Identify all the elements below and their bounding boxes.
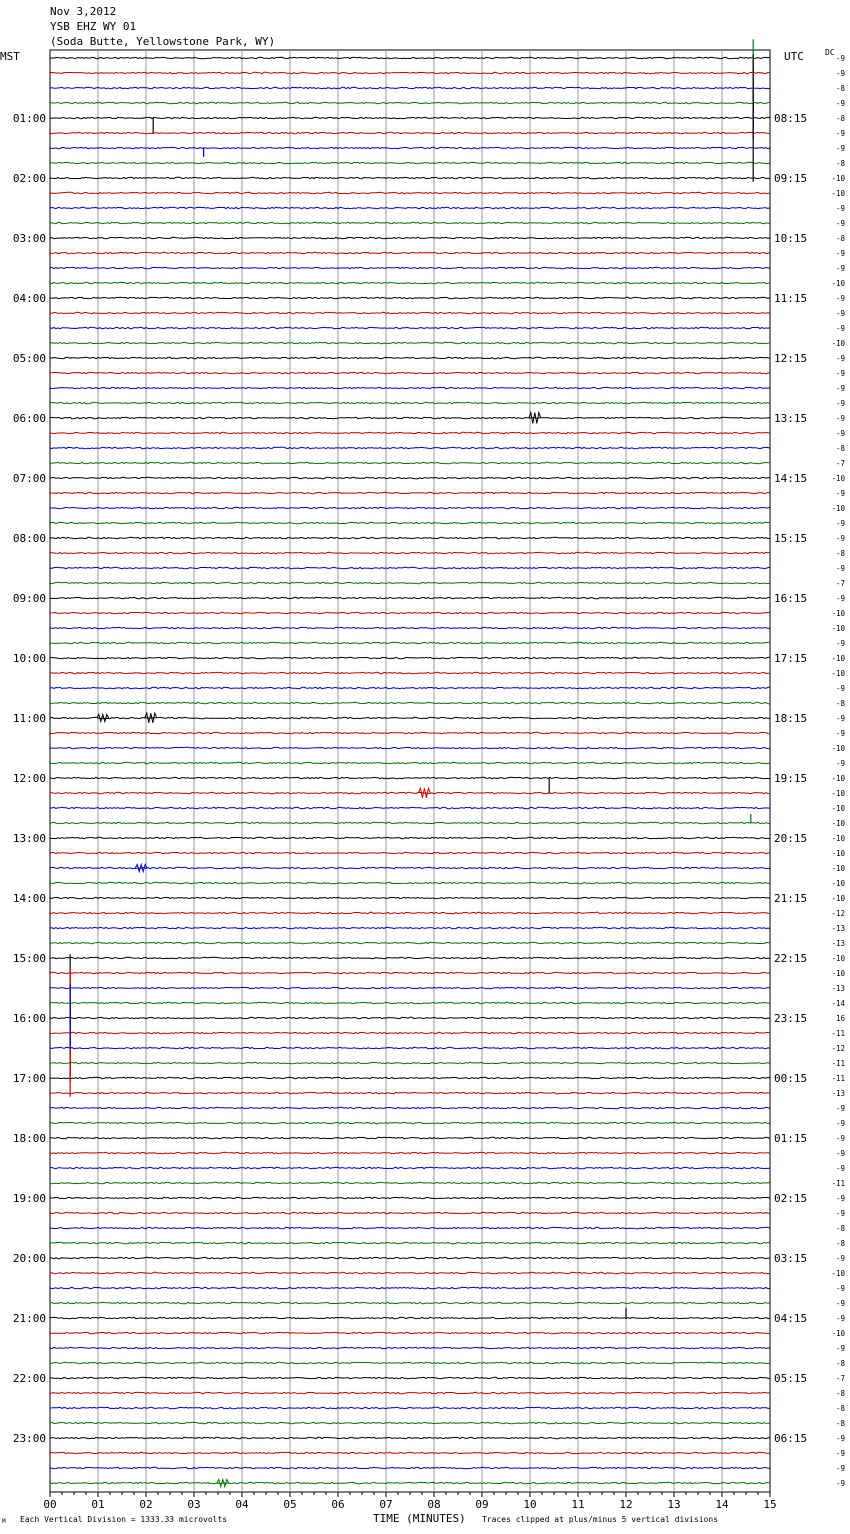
trace-line <box>50 582 770 583</box>
hour-label-left: 18:00 <box>12 1132 46 1145</box>
dc-offset-label: -10 <box>831 669 845 678</box>
dc-offset-label: -10 <box>831 819 845 828</box>
dc-offset-label: -9 <box>835 99 845 108</box>
hour-label-right: 06:15 <box>774 1432 808 1445</box>
trace-line <box>50 237 770 238</box>
x-tick-label: 01 <box>91 1498 105 1511</box>
dc-offset-label: -9 <box>835 639 845 648</box>
x-tick-label: 13 <box>667 1498 681 1511</box>
dc-offset-label: -10 <box>831 804 845 813</box>
dc-offset-label: -9 <box>835 144 845 153</box>
left-timezone-label: MST <box>0 50 20 63</box>
hour-label-left: 20:00 <box>12 1252 46 1265</box>
x-tick-label: 10 <box>523 1498 537 1511</box>
trace-line <box>50 57 770 58</box>
dc-offset-label: -9 <box>835 684 845 693</box>
trace-line <box>50 1227 770 1228</box>
hour-label-right: 15:15 <box>774 532 808 545</box>
dc-offset-label: -9 <box>835 414 845 423</box>
trace-line <box>50 1377 770 1378</box>
hour-label-left: 01:00 <box>12 112 46 125</box>
trace-line <box>50 417 770 418</box>
trace-line <box>50 102 770 103</box>
trace-line <box>50 762 770 763</box>
hour-label-left: 17:00 <box>12 1072 46 1085</box>
dc-offset-label: -12 <box>831 1044 845 1053</box>
corner-mark: M <box>2 1518 6 1525</box>
trace-line <box>50 117 770 118</box>
dc-offset-label: -8 <box>835 114 845 123</box>
x-tick-label: 02 <box>139 1498 153 1511</box>
trace-line <box>50 567 770 568</box>
x-axis-title: TIME (MINUTES) <box>373 1512 466 1525</box>
dc-offset-label: -11 <box>831 1059 845 1068</box>
dc-offset-label: -8 <box>835 444 845 453</box>
dc-offset-label: -9 <box>835 1164 845 1173</box>
hour-label-left: 19:00 <box>12 1192 46 1205</box>
trace-line <box>50 507 770 508</box>
x-tick-label: 11 <box>571 1498 585 1511</box>
trace-line <box>50 687 770 688</box>
dc-offset-label: -9 <box>835 714 845 723</box>
trace-line <box>50 657 770 658</box>
dc-offset-label: -10 <box>831 189 845 198</box>
hour-label-left: 07:00 <box>12 472 46 485</box>
dc-offset-label: -13 <box>831 984 845 993</box>
trace-line <box>50 1017 770 1018</box>
trace-line <box>50 1422 770 1423</box>
hour-label-left: 11:00 <box>12 712 46 725</box>
hour-label-right: 23:15 <box>774 1012 808 1025</box>
hour-label-right: 22:15 <box>774 952 808 965</box>
dc-offset-label: -9 <box>835 1344 845 1353</box>
trace-line <box>50 1407 770 1408</box>
dc-offset-label: -9 <box>835 1464 845 1473</box>
x-tick-label: 14 <box>715 1498 729 1511</box>
dc-offset-label: -10 <box>831 504 845 513</box>
dc-offset-label: -9 <box>835 534 845 543</box>
dc-offset-label: -9 <box>835 264 845 273</box>
dc-offset-label: -9 <box>835 369 845 378</box>
trace-line <box>50 312 770 313</box>
trace-line <box>50 1437 770 1438</box>
trace-line <box>50 867 770 868</box>
trace-line <box>50 642 770 643</box>
right-timezone-label: UTC <box>784 50 804 63</box>
trace-line <box>50 1137 770 1138</box>
trace-line <box>50 957 770 958</box>
dc-offset-label: -9 <box>835 249 845 258</box>
hour-label-left: 10:00 <box>12 652 46 665</box>
hour-label-left: 02:00 <box>12 172 46 185</box>
dc-offset-label: -10 <box>831 864 845 873</box>
dc-offset-label: -10 <box>831 789 845 798</box>
dc-offset-label: -9 <box>835 204 845 213</box>
dc-offset-label: -13 <box>831 924 845 933</box>
dc-offset-label: 16 <box>835 1014 845 1023</box>
dc-offset-label: -10 <box>831 609 845 618</box>
dc-offset-label: -10 <box>831 1329 845 1338</box>
trace-line <box>50 552 770 553</box>
dc-offset-label: -9 <box>835 1479 845 1488</box>
trace-line <box>50 492 770 493</box>
hour-label-right: 03:15 <box>774 1252 808 1265</box>
dc-offset-label: -11 <box>831 1029 845 1038</box>
trace-line <box>50 1317 770 1318</box>
trace-line <box>50 837 770 838</box>
dc-offset-label: -9 <box>835 219 845 228</box>
trace-line <box>50 942 770 943</box>
hour-label-left: 12:00 <box>12 772 46 785</box>
trace-line <box>50 147 770 148</box>
x-tick-label: 09 <box>475 1498 489 1511</box>
trace-line <box>50 1482 770 1483</box>
trace-line <box>50 1107 770 1108</box>
hour-label-right: 12:15 <box>774 352 808 365</box>
dc-offset-label: -10 <box>831 834 845 843</box>
trace-line <box>50 882 770 883</box>
trace-line <box>50 1212 770 1213</box>
dc-offset-label: -9 <box>835 69 845 78</box>
station-location: (Soda Butte, Yellowstone Park, WY) <box>50 35 276 48</box>
hour-label-left: 15:00 <box>12 952 46 965</box>
scale-note: Each Vertical Division = 1333.33 microvolts <box>20 1515 228 1524</box>
trace-line <box>50 327 770 328</box>
dc-offset-label: -10 <box>831 954 845 963</box>
hour-label-right: 17:15 <box>774 652 808 665</box>
dc-offset-label: -9 <box>835 759 845 768</box>
trace-line <box>50 1092 770 1093</box>
hour-label-right: 08:15 <box>774 112 808 125</box>
dc-offset-label: -11 <box>831 1179 845 1188</box>
trace-line <box>50 162 770 163</box>
hour-label-left: 06:00 <box>12 412 46 425</box>
dc-offset-label: -10 <box>831 774 845 783</box>
hour-label-left: 09:00 <box>12 592 46 605</box>
dc-offset-label: -10 <box>831 744 845 753</box>
hour-label-right: 02:15 <box>774 1192 808 1205</box>
dc-offset-label: -8 <box>835 84 845 93</box>
hour-label-left: 03:00 <box>12 232 46 245</box>
trace-line <box>50 702 770 703</box>
dc-offset-label: -9 <box>835 1134 845 1143</box>
dc-offset-label: -9 <box>835 594 845 603</box>
dc-offset-label: -8 <box>835 1224 845 1233</box>
trace-line <box>50 627 770 628</box>
dc-offset-label: -10 <box>831 879 845 888</box>
dc-offset-label: -10 <box>831 339 845 348</box>
trace-line <box>50 477 770 478</box>
dc-offset-label: -10 <box>831 624 845 633</box>
x-tick-label: 03 <box>187 1498 201 1511</box>
dc-offset-label: -13 <box>831 1089 845 1098</box>
dc-offset-label: -9 <box>835 1284 845 1293</box>
trace-line <box>50 672 770 673</box>
trace-line <box>50 912 770 913</box>
trace-line <box>50 1077 770 1078</box>
dc-offset-label: -9 <box>835 1194 845 1203</box>
dc-offset-label: -8 <box>835 1359 845 1368</box>
trace-line <box>50 897 770 898</box>
plot-date: Nov 3,2012 <box>50 5 117 18</box>
trace-line <box>50 777 770 778</box>
clip-note: Traces clipped at plus/minus 5 vertical divisions <box>482 1515 719 1524</box>
x-tick-label: 06 <box>331 1498 345 1511</box>
hour-label-right: 20:15 <box>774 832 808 845</box>
hour-label-left: 14:00 <box>12 892 46 905</box>
dc-offset-label: -9 <box>835 729 845 738</box>
dc-offset-label: -8 <box>835 1239 845 1248</box>
dc-offset-label: -10 <box>831 969 845 978</box>
trace-line <box>50 1242 770 1243</box>
trace-line <box>50 1197 770 1198</box>
dc-offset-label: -10 <box>831 1269 845 1278</box>
dc-offset-label: -9 <box>835 1449 845 1458</box>
dc-offset-label: -9 <box>835 324 845 333</box>
plot-frame <box>50 50 770 1492</box>
x-tick-label: 00 <box>43 1498 57 1511</box>
dc-offset-label: -12 <box>831 909 845 918</box>
dc-offset-label: -8 <box>835 1419 845 1428</box>
dc-offset-label: -9 <box>835 309 845 318</box>
trace-line <box>50 1302 770 1303</box>
hour-label-right: 09:15 <box>774 172 808 185</box>
hour-label-right: 10:15 <box>774 232 808 245</box>
x-tick-label: 05 <box>283 1498 297 1511</box>
dc-offset-label: -9 <box>835 1299 845 1308</box>
dc-offset-label: -9 <box>835 1149 845 1158</box>
hour-label-left: 23:00 <box>12 1432 46 1445</box>
dc-offset-label: -9 <box>835 129 845 138</box>
trace-line <box>50 987 770 988</box>
dc-offset-label: -9 <box>835 354 845 363</box>
trace-line <box>50 357 770 358</box>
dc-offset-label: -10 <box>831 174 845 183</box>
x-tick-label: 07 <box>379 1498 393 1511</box>
hour-label-left: 08:00 <box>12 532 46 545</box>
trace-line <box>50 177 770 178</box>
dc-offset-label: -8 <box>835 159 845 168</box>
hour-label-right: 00:15 <box>774 1072 808 1085</box>
trace-line <box>50 207 770 208</box>
x-tick-label: 04 <box>235 1498 249 1511</box>
trace-line <box>50 1452 770 1453</box>
dc-offset-label: -8 <box>835 699 845 708</box>
hour-label-right: 11:15 <box>774 292 808 305</box>
dc-offset-label: -8 <box>835 1389 845 1398</box>
trace-line <box>50 807 770 808</box>
hour-label-left: 13:00 <box>12 832 46 845</box>
x-tick-label: 12 <box>619 1498 633 1511</box>
trace-line <box>50 612 770 613</box>
trace-line <box>50 282 770 283</box>
trace-line <box>50 852 770 853</box>
trace-line <box>50 1152 770 1153</box>
hour-label-left: 16:00 <box>12 1012 46 1025</box>
trace-line <box>50 432 770 433</box>
dc-offset-label: -9 <box>835 294 845 303</box>
dc-offset-label: -7 <box>835 459 845 468</box>
hour-label-right: 19:15 <box>774 772 808 785</box>
hour-label-right: 14:15 <box>774 472 808 485</box>
dc-offset-label: -10 <box>831 474 845 483</box>
hour-label-right: 01:15 <box>774 1132 808 1145</box>
trace-line <box>50 972 770 973</box>
trace-line <box>50 1287 770 1288</box>
trace-line <box>50 1182 770 1183</box>
trace-line <box>50 1362 770 1363</box>
trace-line <box>50 732 770 733</box>
dc-offset-label: -9 <box>835 1254 845 1263</box>
dc-offset-label: -13 <box>831 939 845 948</box>
trace-line <box>50 1122 770 1123</box>
trace-line <box>50 792 770 793</box>
trace-line <box>50 192 770 193</box>
trace-line <box>50 87 770 88</box>
x-tick-label: 08 <box>427 1498 441 1511</box>
trace-line <box>50 747 770 748</box>
trace-line <box>50 537 770 538</box>
trace-line <box>50 1392 770 1393</box>
dc-offset-label: -9 <box>835 489 845 498</box>
hour-label-right: 16:15 <box>774 592 808 605</box>
trace-line <box>50 717 770 718</box>
station-code: YSB EHZ WY 01 <box>50 20 137 33</box>
trace-line <box>50 132 770 133</box>
dc-offset-label: -10 <box>831 849 845 858</box>
dc-offset-label: -8 <box>835 549 845 558</box>
dc-offset-label: -9 <box>835 54 845 63</box>
trace-line <box>50 1167 770 1168</box>
hour-label-right: 18:15 <box>774 712 808 725</box>
dc-offset-label: -7 <box>835 1374 845 1383</box>
trace-line <box>50 252 770 253</box>
trace-line <box>50 1467 770 1468</box>
trace-line <box>50 222 770 223</box>
x-tick-label: 15 <box>763 1498 777 1511</box>
hour-label-left: 04:00 <box>12 292 46 305</box>
dc-offset-label: -9 <box>835 399 845 408</box>
hour-label-left: 21:00 <box>12 1312 46 1325</box>
dc-offset-label: -9 <box>835 1314 845 1323</box>
dc-offset-label: -9 <box>835 1209 845 1218</box>
trace-line <box>50 462 770 463</box>
trace-line <box>50 342 770 343</box>
trace-line <box>50 597 770 598</box>
dc-offset-label: -9 <box>835 564 845 573</box>
trace-line <box>50 1032 770 1033</box>
trace-line <box>50 1047 770 1048</box>
dc-offset-label: -9 <box>835 1434 845 1443</box>
dc-offset-label: -10 <box>831 654 845 663</box>
dc-offset-label: -9 <box>835 1119 845 1128</box>
dc-offset-label: -11 <box>831 1074 845 1083</box>
dc-offset-heading: DC <box>825 48 835 57</box>
trace-line <box>50 372 770 373</box>
trace-line <box>50 1257 770 1258</box>
dc-offset-label: -9 <box>835 1104 845 1113</box>
trace-line <box>50 297 770 298</box>
hour-label-right: 21:15 <box>774 892 808 905</box>
hour-label-right: 05:15 <box>774 1372 808 1385</box>
trace-line <box>50 1332 770 1333</box>
hour-label-left: 22:00 <box>12 1372 46 1385</box>
dc-offset-label: -14 <box>831 999 845 1008</box>
dc-offset-label: -10 <box>831 279 845 288</box>
trace-line <box>50 1272 770 1273</box>
dc-offset-label: -9 <box>835 384 845 393</box>
dc-offset-label: -9 <box>835 519 845 528</box>
trace-line <box>50 1062 770 1063</box>
dc-offset-label: -8 <box>835 1404 845 1413</box>
dc-offset-label: -9 <box>835 429 845 438</box>
trace-line <box>50 402 770 403</box>
trace-line <box>50 72 770 73</box>
trace-line <box>50 927 770 928</box>
trace-line <box>50 267 770 268</box>
hour-label-right: 13:15 <box>774 412 808 425</box>
dc-offset-label: -10 <box>831 894 845 903</box>
trace-line <box>50 822 770 823</box>
trace-line <box>50 522 770 523</box>
trace-line <box>50 1002 770 1003</box>
dc-offset-label: -8 <box>835 234 845 243</box>
trace-line <box>50 1347 770 1348</box>
hour-label-right: 04:15 <box>774 1312 808 1325</box>
trace-line <box>50 387 770 388</box>
trace-line <box>50 447 770 448</box>
hour-label-left: 05:00 <box>12 352 46 365</box>
dc-offset-label: -7 <box>835 579 845 588</box>
